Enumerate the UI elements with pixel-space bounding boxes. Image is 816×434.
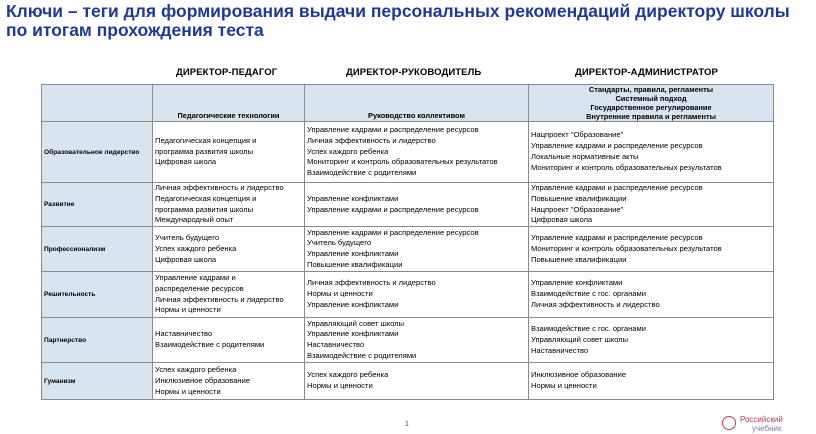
cell-rukovod bbox=[305, 318, 529, 363]
tag-item: Личная эффективность и лидерство bbox=[531, 300, 660, 310]
header-cell-pedagog: Педагогические технологии bbox=[153, 85, 305, 122]
cell-rukovod bbox=[305, 272, 529, 318]
row-label: Развитие bbox=[42, 183, 153, 227]
tags-table bbox=[41, 84, 774, 400]
table-row bbox=[42, 227, 774, 272]
table-row bbox=[42, 318, 774, 363]
row-label: Образовательное лидерство bbox=[42, 122, 153, 183]
cell-pedagog bbox=[153, 122, 305, 183]
tag-item: Взаимодействие с родителями bbox=[307, 350, 417, 360]
row-label: Гуманизм bbox=[42, 363, 153, 400]
tag-item: Личная эффективность и лидерство bbox=[307, 135, 436, 145]
tag-item: Управление конфликтами bbox=[307, 193, 399, 203]
tag-item: Повышение квалификации bbox=[531, 254, 627, 264]
cell-pedagog bbox=[153, 363, 305, 400]
tag-item: Взаимодействие с гос. органами bbox=[531, 289, 646, 299]
cell-admin bbox=[529, 363, 774, 400]
tag-item: Управление кадрами и распределение ресурсов bbox=[531, 141, 703, 151]
tag-item: Инклюзивное образование bbox=[155, 375, 251, 385]
column-title-rukovoditel: ДИРЕКТОР-РУКОВОДИТЕЛЬ bbox=[346, 67, 482, 78]
tag-item: Успех каждого ребенка bbox=[307, 146, 389, 156]
tag-item: Нацпроект "Образование" bbox=[531, 130, 624, 140]
table-row bbox=[42, 183, 774, 227]
tag-item: Управление конфликтами bbox=[531, 278, 623, 288]
tag-item: Инклюзивное образование bbox=[531, 370, 627, 380]
tag-item: Управление кадрами и распределение ресурсов bbox=[307, 204, 479, 214]
tag-item: Управление кадрами и bbox=[155, 273, 236, 283]
row-label: Профессионализм bbox=[42, 227, 153, 272]
cell-pedagog bbox=[153, 318, 305, 363]
cell-pedagog bbox=[153, 272, 305, 318]
tag-item: Учитель будущего bbox=[307, 238, 372, 248]
tag-item: Международный опыт bbox=[155, 215, 234, 225]
tag-item: Нормы и ценности bbox=[531, 381, 597, 391]
cell-pedagog bbox=[153, 227, 305, 272]
tag-item: Управление конфликтами bbox=[307, 300, 399, 310]
cell-admin bbox=[529, 272, 774, 318]
tag-item: распределение ресурсов bbox=[155, 283, 244, 293]
page-number: 1 bbox=[405, 421, 409, 428]
logo-icon bbox=[722, 416, 736, 430]
row-label: Партнерство bbox=[42, 318, 153, 363]
cell-admin bbox=[529, 227, 774, 272]
cell-rukovod bbox=[305, 183, 529, 227]
tag-item: Личная эффективность и лидерство bbox=[307, 278, 436, 288]
tag-item: Личная эффективность и лидерство bbox=[155, 294, 284, 304]
tag-item: Нормы и ценности bbox=[155, 386, 221, 396]
tag-item: Цифровая школа bbox=[155, 254, 217, 264]
column-title-administrator: ДИРЕКТОР-АДМИНИСТРАТОР bbox=[575, 67, 718, 78]
tag-item: Управление конфликтами bbox=[307, 249, 399, 259]
tag-item: Успех каждого ребенка bbox=[307, 370, 389, 380]
page-title: Ключи – теги для формирования выдачи персональных рекомендаций директору школы по итогам прохождения теста bbox=[6, 1, 790, 40]
tag-item: Личная эффективность и лидерство bbox=[155, 183, 284, 192]
header-admin-line: Государственное регулирование bbox=[590, 103, 712, 112]
tag-item: Педагогическая концепция и bbox=[155, 135, 257, 145]
tag-item: Управление кадрами и распределение ресурсов bbox=[531, 183, 703, 192]
cell-admin bbox=[529, 318, 774, 363]
tag-item: Повышение квалификации bbox=[307, 259, 403, 269]
table-header-row bbox=[42, 85, 774, 122]
tag-item: Взаимодействие с гос. органами bbox=[531, 323, 646, 333]
tag-item: Управляющий совет школы bbox=[307, 318, 405, 328]
tag-item: программа развития школы bbox=[155, 204, 254, 214]
tag-item: Цифровая школа bbox=[531, 215, 593, 225]
tag-item: Повышение квалификации bbox=[531, 193, 627, 203]
row-label: Решительность bbox=[42, 272, 153, 318]
brand-logo bbox=[722, 415, 812, 433]
cell-rukovod bbox=[305, 122, 529, 183]
tag-item: Наставничество bbox=[307, 340, 365, 350]
tag-item: Нацпроект "Образование" bbox=[531, 204, 624, 214]
tag-item: Управление кадрами и распределение ресурсов bbox=[307, 227, 479, 237]
tag-item: Управление конфликтами bbox=[307, 329, 399, 339]
tag-item: Цифровая школа bbox=[155, 157, 217, 167]
tag-item: Успех каждого ребенка bbox=[155, 364, 237, 374]
tag-item: Мониторинг и контроль образовательных результатов bbox=[531, 162, 722, 172]
tag-item: Нормы и ценности bbox=[307, 381, 373, 391]
header-admin-line: Внутренние правила и регламенты bbox=[586, 112, 716, 121]
tag-item: Взаимодействие с родителями bbox=[155, 340, 265, 350]
cell-admin bbox=[529, 122, 774, 183]
table-row bbox=[42, 363, 774, 400]
tag-item: Наставничество bbox=[531, 345, 589, 355]
header-empty-cell bbox=[42, 85, 153, 122]
cell-pedagog bbox=[153, 183, 305, 227]
table-row bbox=[42, 122, 774, 183]
tag-item: Управление кадрами и распределение ресурсов bbox=[307, 125, 479, 134]
table-row bbox=[42, 272, 774, 318]
logo-text-line2: учебник bbox=[752, 424, 782, 433]
header-admin-line: Системный подход bbox=[615, 94, 687, 103]
logo-text-line1: Российский bbox=[740, 415, 783, 424]
tag-item: Локальные нормативные акты bbox=[531, 152, 639, 161]
header-cell-administrator bbox=[529, 85, 774, 122]
column-title-pedagog: ДИРЕКТОР-ПЕДАГОГ bbox=[176, 67, 278, 78]
cell-admin bbox=[529, 183, 774, 227]
tag-item: программа развития школы bbox=[155, 146, 254, 156]
header-admin-line: Стандарты, правила, регламенты bbox=[588, 85, 714, 94]
tag-item: Управление кадрами и распределение ресурсов bbox=[531, 232, 703, 242]
tag-item: Учитель будущего bbox=[155, 232, 220, 242]
tag-item: Мониторинг и контроль образовательных результатов bbox=[307, 157, 498, 167]
header-cell-rukovoditel: Руководство коллективом bbox=[305, 85, 529, 122]
tag-item: Нормы и ценности bbox=[155, 305, 221, 315]
tag-item: Успех каждого ребенка bbox=[155, 243, 237, 253]
tag-item: Взаимодействие с родителями bbox=[307, 168, 417, 178]
tag-item: Педагогическая концепция и bbox=[155, 193, 257, 203]
tag-item: Управляющий совет школы bbox=[531, 334, 629, 344]
tag-item: Мониторинг и контроль образовательных результатов bbox=[531, 243, 722, 253]
tag-item: Нормы и ценности bbox=[307, 289, 373, 299]
cell-rukovod bbox=[305, 227, 529, 272]
cell-rukovod bbox=[305, 363, 529, 400]
tag-item: Наставничество bbox=[155, 329, 213, 339]
